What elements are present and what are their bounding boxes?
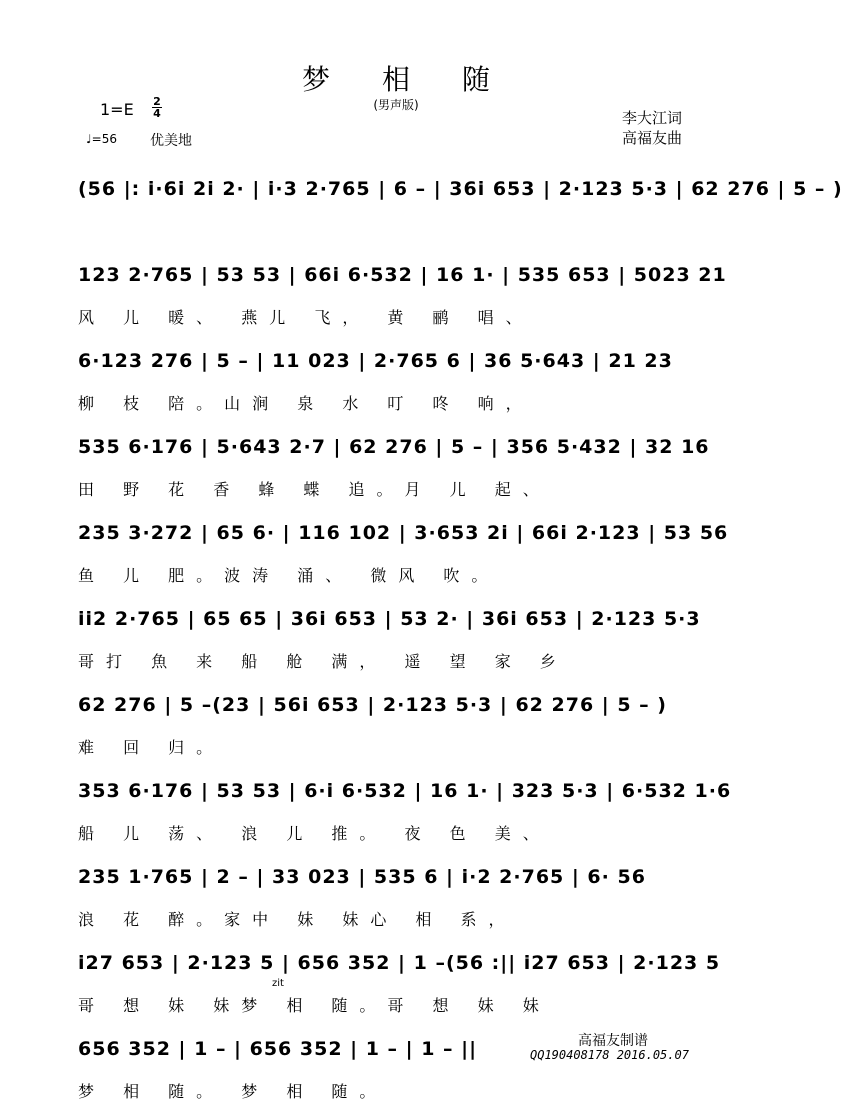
tempo-mark: ♩=56: [86, 132, 117, 146]
lyric-row: [78, 218, 718, 246]
notes: 123 2·765 | 53 53 | 66i 6·532 | 16 1· | 535 653 | 5023 21: [78, 255, 718, 295]
time-signature: [152, 96, 162, 119]
notes: 62 276 | 5 –(23 | 56i 653 | 2·123 5·3 | 62 276 | 5 – ): [78, 685, 718, 725]
notation-row: [78, 160, 843, 218]
notation-row: [78, 504, 729, 562]
notes: 656 352 | 1 – | 656 352 | 1 – | 1 – ||: [78, 1029, 718, 1069]
lyric-row: 浪 花 醉。家中 妹 妹心 相 系，: [78, 910, 517, 929]
lyricist: 李大江词: [622, 109, 683, 127]
notes: ii2 2·765 | 65 65 | 36i 653 | 53 2· | 36i 653 | 2·123 5·3: [78, 599, 718, 639]
notes: 235 1·765 | 2 – | 33 023 | 535 6 | i·2 2·765 | 6· 56: [78, 857, 718, 897]
contact-date: QQ190408178 2016.05.07: [530, 1048, 689, 1062]
score-maker: 高福友制谱: [578, 1033, 648, 1049]
lyric-row: 难 回 归。: [78, 738, 225, 757]
meter-top: 2: [153, 95, 161, 108]
version-label: (男声版): [373, 98, 419, 112]
notes: 235 3·272 | 65 6· | 116 102 | 3·653 2i | 66i 2·123 | 53 56: [78, 513, 718, 553]
lyric-row: 船 儿 荡、 浪 儿 推。 夜 色 美、: [78, 824, 551, 843]
notes: (56 |: i·6i 2i 2· | i·3 2·765 | 6 – | 36i 653 | 2·123 5·3 | 62 276 | 5 – ): [78, 169, 718, 209]
notes: i27 653 | 2·123 5 | 656 352 | 1 –(56 :|| i27 653 | 2·123 5: [78, 943, 718, 983]
lyric-row: 鱼 儿 肥。波涛 涌、 微风 吹。: [78, 566, 500, 585]
notation-row: [78, 848, 718, 906]
zit-mark: zit: [272, 978, 284, 989]
lyric-row: 哥打 魚 来 船 舱 满， 遥 望 家 乡: [78, 652, 568, 671]
notes: 535 6·176 | 5·643 2·7 | 62 276 | 5 – | 356 5·432 | 32 16: [78, 427, 718, 467]
meter-bottom: 4: [153, 107, 161, 120]
lyric-row: 风 儿 暖、 燕儿 飞， 黄 鹂 唱、: [78, 308, 534, 327]
notation-row: [78, 418, 718, 476]
lyric-row: 哥 想 妹 妹梦 相 随。哥 想 妹 妹: [78, 996, 551, 1015]
notation-row: [78, 590, 718, 648]
notation-row: [78, 246, 727, 304]
score: [78, 160, 843, 1106]
notes: 353 6·176 | 53 53 | 6·i 6·532 | 16 1· | 323 5·3 | 6·532 1·6: [78, 771, 718, 811]
notation-row: [78, 332, 718, 390]
lyric-row: 田 野 花 香 蜂 蝶 追。月 儿 起、: [78, 480, 551, 499]
song-title: 梦相随: [301, 63, 542, 96]
credits: [622, 108, 682, 148]
notation-row: [78, 762, 732, 820]
notation-row: [78, 934, 721, 992]
lyric-row: 柳 枝 陪。山涧 泉 水 叮 咚 响，: [78, 394, 534, 413]
lyric-row: 梦 相 随。 梦 相 随。: [78, 1082, 388, 1101]
key-signature: 1=E: [100, 100, 134, 119]
notation-row: [78, 676, 718, 734]
composer: 高福友曲: [622, 129, 683, 147]
expression-mark: 优美地: [150, 133, 192, 149]
notes: 6·123 276 | 5 – | 11 023 | 2·765 6 | 36 5·643 | 21 23: [78, 341, 718, 381]
